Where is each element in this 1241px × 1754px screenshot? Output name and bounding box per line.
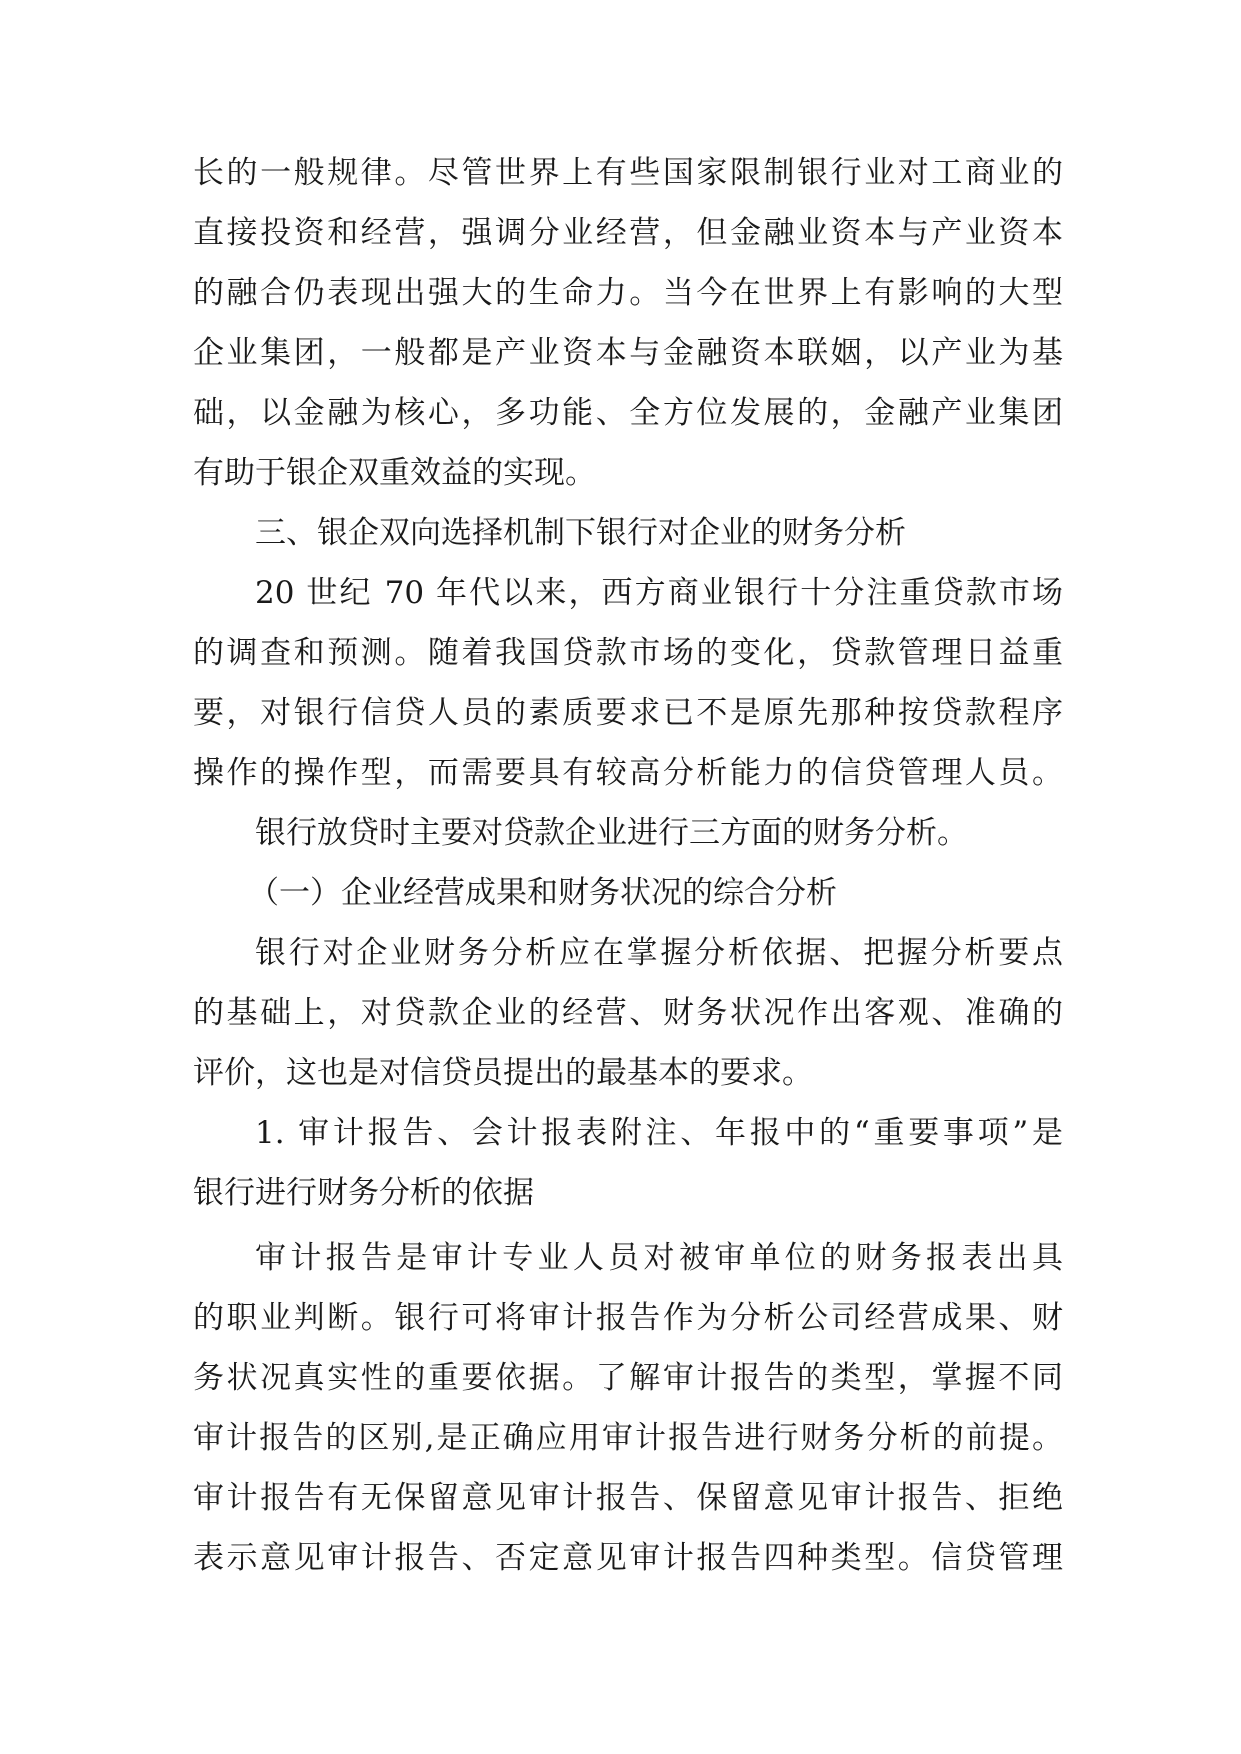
- section-heading: 三、银企双向选择机制下银行对企业的财务分析: [255, 515, 906, 551]
- text-line: 表示意见审计报告、否定意见审计报告四种类型。信贷管理: [193, 1540, 1063, 1576]
- paragraph-first-line: 银行放贷时主要对贷款企业进行三方面的财务分析。: [255, 815, 968, 851]
- subsection-heading: （一）企业经营成果和财务状况的综合分析: [248, 875, 837, 911]
- paragraph-first-line: 银行对企业财务分析应在掌握分析依据、把握分析要点: [255, 935, 1063, 971]
- text-line: 直接投资和经营，强调分业经营，但金融业资本与产业资本: [193, 215, 1063, 251]
- text-line: 企业集团，一般都是产业资本与金融资本联姻，以产业为基: [193, 335, 1063, 371]
- text-line: 审计报告的区别,是正确应用审计报告进行财务分析的前提。: [193, 1420, 1063, 1456]
- numbered-heading-continuation: 银行进行财务分析的依据: [193, 1175, 534, 1211]
- text-line: 础，以金融为核心，多功能、全方位发展的，金融产业集团: [193, 395, 1063, 431]
- text-line: 操作的操作型，而需要具有较高分析能力的信贷管理人员。: [193, 755, 1063, 791]
- text-line: 要，对银行信贷人员的素质要求已不是原先那种按贷款程序: [193, 695, 1063, 731]
- text-line: 的融合仍表现出强大的生命力。当今在世界上有影响的大型: [193, 275, 1063, 311]
- text-line: 的调查和预测。随着我国贷款市场的变化，贷款管理日益重: [193, 635, 1063, 671]
- text-line: 的基础上，对贷款企业的经营、财务状况作出客观、准确的: [193, 995, 1063, 1031]
- text-line: 审计报告有无保留意见审计报告、保留意见审计报告、拒绝: [193, 1480, 1063, 1516]
- paragraph-first-line: 20 世纪 70 年代以来，西方商业银行十分注重贷款市场: [255, 575, 1063, 611]
- text-line: 长的一般规律。尽管世界上有些国家限制银行业对工商业的: [193, 155, 1063, 191]
- text-line: 务状况真实性的重要依据。了解审计报告的类型，掌握不同: [193, 1360, 1063, 1396]
- text-line: 评价，这也是对信贷员提出的最基本的要求。: [193, 1055, 813, 1091]
- numbered-heading: 1. 审计报告、会计报表附注、年报中的“重要事项”是: [255, 1115, 1063, 1151]
- text-line: 有助于银企双重效益的实现。: [193, 455, 596, 491]
- paragraph-first-line: 审计报告是审计专业人员对被审单位的财务报表出具: [255, 1240, 1063, 1276]
- text-line: 的职业判断。银行可将审计报告作为分析公司经营成果、财: [193, 1300, 1063, 1336]
